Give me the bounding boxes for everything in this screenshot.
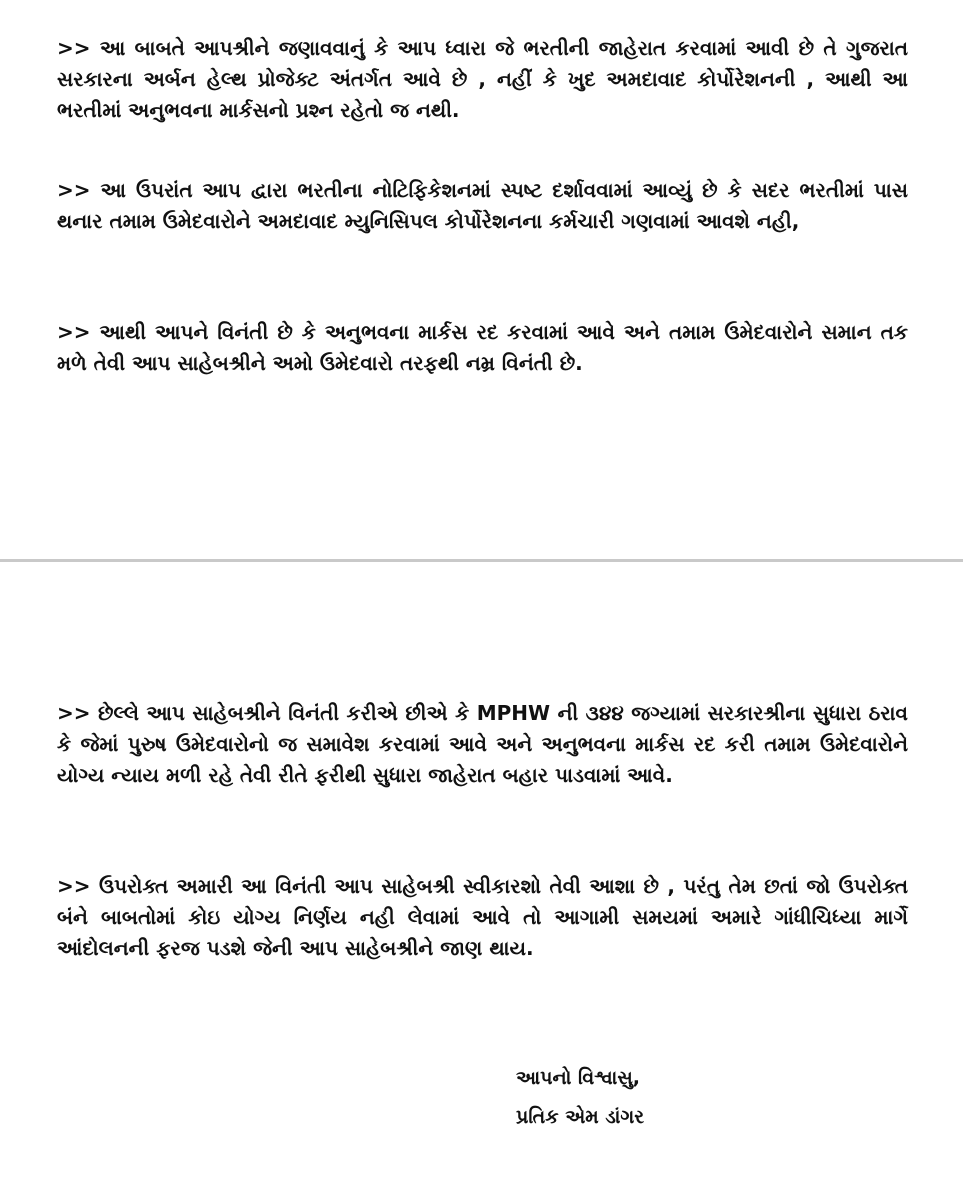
paragraph-mphw-revision-request: >> છેલ્લે આપ સાહેબશ્રીને વિનંતી કરીએ છીએ કે MPHW ની ૩૪૪ જગ્યામાં સરકારશ્રીના સુધારા ઠરાવ કે જેમાં પુરુષ ઉમેદવારોનો જ સમાવેશ કરવામાં આવે અને અનુભવના માર્કસ રદ કરી તમામ ઉમેદવારોને યોગ્ય ન્યાય મળી રહે તેવી રીતે ફરીથી સુધારા જાહેરાત બહાર પાડવામાં આવે. bbox=[57, 701, 908, 787]
document-page-2 bbox=[0, 563, 963, 1200]
page-divider bbox=[0, 559, 963, 562]
document-page-1 bbox=[0, 0, 963, 560]
paragraph-notification-clause: >> આ ઉપરાંત આપ દ્વારા ભરતીના નોટિફિકેશનમાં સ્પષ્ટ દર્શાવવામાં આવ્યું છે કે સદર ભરતીમાં પાસ થનાર તમામ ઉમેદવારોને અમદાવાદ મ્યુનિસિપલ કોર્પોરેશનના કર્મચારી ગણવામાં આવશે નહી, bbox=[57, 178, 908, 233]
paragraph-urban-health-project: >> આ બાબતે આપશ્રીને જણાવવાનું કે આપ ધ્વારા જે ભરતીની જાહેરાત કરવામાં આવી છે તે ગુજરાત સરકારના અર્બન હેલ્થ પ્રોજેક્ટ અંતર્ગત આવે છે , નહીં કે ખુદ અમદાવાદ કોર્પોરેશનની , આથી આ ભરતીમાં અનુભવના માર્કસનો પ્રશ્ન રહેતો જ નથી. bbox=[57, 36, 908, 122]
signature-closing: આપનો વિશ્વાસુ, bbox=[516, 1067, 640, 1089]
paragraph-protest-notice: >> ઉપરોક્ત અમારી આ વિનંતી આપ સાહેબશ્રી સ્વીકારશો તેવી આશા છે , પરંતુ તેમ છતાં જો ઉપરોક્ત બંને બાબતોમાં કોઇ યોગ્ય નિર્ણય નહી લેવામાં આવે તો આગામી સમયમાં અમારે ગાંધીચિધ્યા માર્ગે આંદોલનની ફરજ પડશે જેની આપ સાહેબશ્રીને જાણ થાય. bbox=[57, 874, 908, 960]
paragraph-experience-marks-request: >> આથી આપને વિનંતી છે કે અનુભવના માર્કસ રદ કરવામાં આવે અને તમામ ઉમેદવારોને સમાન તક મળે તેવી આપ સાહેબશ્રીને અમો ઉમેદવારો તરફથી નમ્ર વિનંતી છે. bbox=[57, 320, 908, 375]
signature-name: પ્રતિક એમ ડાંગર bbox=[516, 1106, 645, 1128]
